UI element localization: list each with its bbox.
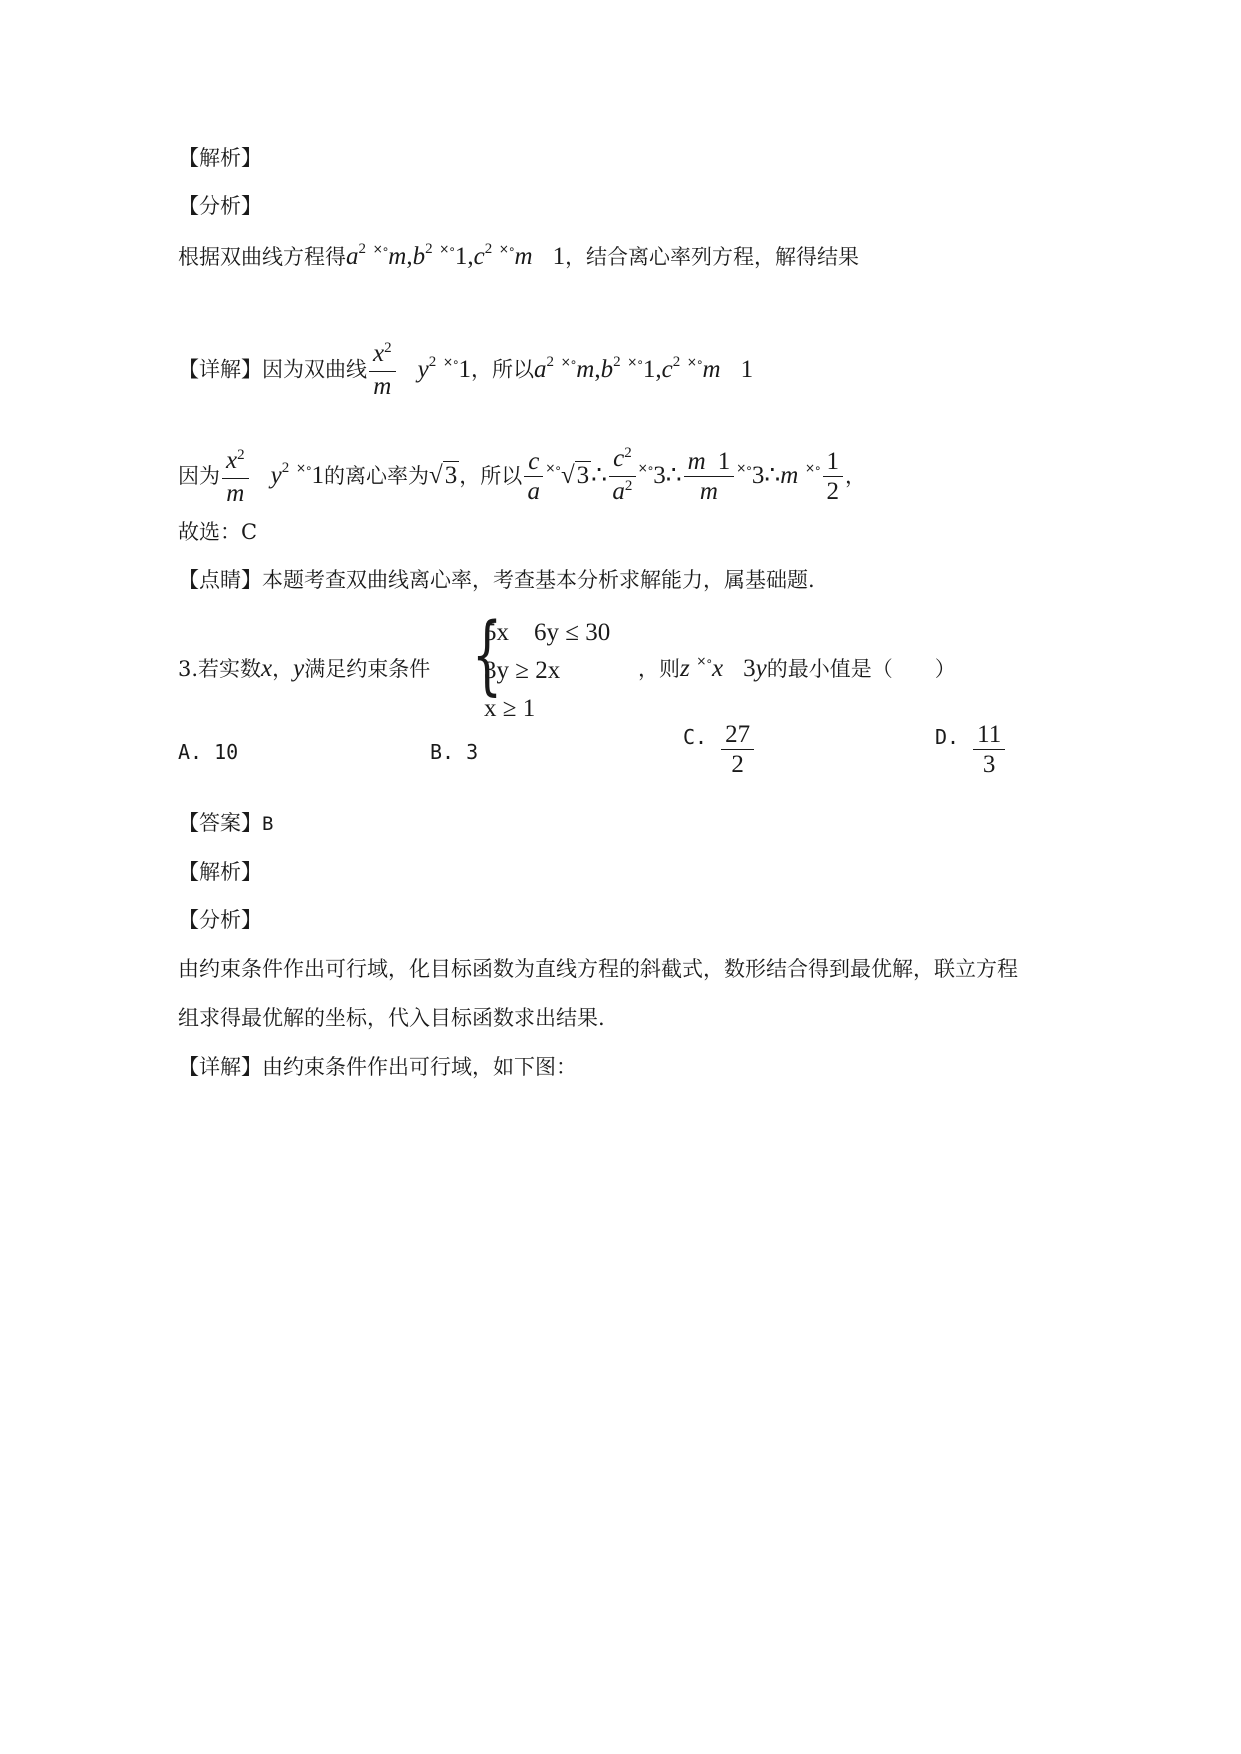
dianjing-line — [178, 565, 815, 595]
option-c-label: C. — [683, 725, 708, 749]
header-daan: 【答案】 — [178, 811, 262, 835]
option-a-value: 10 — [214, 740, 239, 764]
line3-end: ， — [845, 464, 867, 488]
constraint-brace: { — [472, 605, 503, 705]
answer-line — [178, 808, 273, 839]
var-y: y — [293, 655, 305, 682]
question-mid: 满足约束条件 — [304, 657, 431, 681]
math-a2-b2-c2: $a^2$ $^{\times\circ}m,b^2$ $^{\times\circ}1,c^2$ ×∘m 1 — [346, 241, 566, 270]
option-c-den: 2 — [731, 751, 744, 778]
header-jiexi-2: 【解析】 — [178, 860, 262, 884]
header-xiangjie-2: 【详解】 — [178, 1055, 262, 1079]
constraint-1: 5x 6y ≤ 30 — [484, 619, 611, 646]
line3-mid: 的离心率为 — [324, 464, 430, 488]
question-suffix: 的最小值是（ ） — [766, 657, 956, 681]
math-objective: z ×∘x 3y — [680, 654, 767, 682]
question-prefix: 3.若实数 — [178, 657, 262, 681]
option-d-den: 3 — [982, 751, 996, 778]
constraint-2: 3y ≥ 2x — [484, 657, 561, 684]
constraint-system — [484, 614, 610, 728]
option-a-label: A. — [178, 740, 203, 764]
option-c — [683, 721, 756, 780]
option-b-value: 3 — [466, 740, 479, 764]
analysis-text-prefix: 根据双曲线方程得 — [178, 245, 346, 269]
option-d-label: D. — [935, 725, 960, 749]
header-fenxi-1: 【分析】 — [178, 194, 262, 218]
line3-prefix: 因为 — [178, 464, 220, 488]
header-fenxi-2: 【分析】 — [178, 908, 262, 932]
xiangjie2-line — [178, 1052, 577, 1082]
question-3-line — [178, 654, 430, 684]
dianjing-text: 本题考查双曲线离心率，考查基本分析求解能力，属基础题. — [262, 568, 815, 592]
analysis-line-1 — [178, 242, 859, 275]
question-comma: ， — [272, 657, 294, 681]
header-jiexi-1: 【解析】 — [178, 146, 262, 170]
line3-mid2: ，所以 — [459, 464, 523, 488]
math-hyperbola: $\frac{x^2}{m}$ $y^2$ ×∘1 — [367, 358, 471, 382]
sqrt-3: √3 — [429, 462, 458, 489]
detail-line-1 — [178, 340, 753, 402]
fenxi2-line-1: 由约束条件作出可行域，化目标函数为直线方程的斜截式，数形结合得到最优解，联立方程 — [178, 957, 1018, 981]
header-xiangjie-1: 【详解】 — [178, 357, 262, 382]
analysis-text-suffix: ，结合离心率列方程，解得结果 — [565, 245, 860, 269]
choice-line: 故选：C — [178, 520, 258, 544]
option-d-num: 11 — [973, 721, 1005, 750]
fenxi2-line-2: 组求得最优解的坐标，代入目标函数求出结果. — [178, 1006, 605, 1030]
constraint-3: x ≥ 1 — [484, 695, 536, 722]
header-dianjing: 【点睛】 — [178, 568, 262, 592]
xiangjie2-text: 由约束条件作出可行域，如下图： — [262, 1055, 577, 1079]
detail-prefix: 因为双曲线 — [262, 357, 367, 382]
answer-value: B — [262, 813, 274, 835]
question-3-tail — [638, 654, 956, 687]
var-x: x — [261, 655, 273, 682]
question-then: ，则 — [638, 657, 680, 681]
option-b — [430, 740, 478, 764]
option-c-num: 27 — [721, 721, 754, 750]
detail-line-2 — [178, 445, 866, 510]
math-hyperbola-2: $\frac{x^2}{m}$ $y^2$ ×∘1 — [220, 464, 324, 488]
math-eccentricity: $\frac{c}{a}$ ×∘√3∴ $\frac{c^2}{a^2}$ ×∘3∴ $\frac{m 1}{m}$ ×∘3∴m ×∘ $\frac{1}{2}$ — [522, 464, 845, 488]
option-d — [935, 721, 1007, 780]
math-abc-2: $a^2$ $^{\times\circ}m,b^2$ $^{\times\circ}1,c^2$ ×∘m 1 — [534, 353, 754, 383]
option-a — [178, 740, 238, 764]
option-b-label: B. — [430, 740, 455, 764]
detail-mid: ，所以 — [471, 357, 535, 382]
